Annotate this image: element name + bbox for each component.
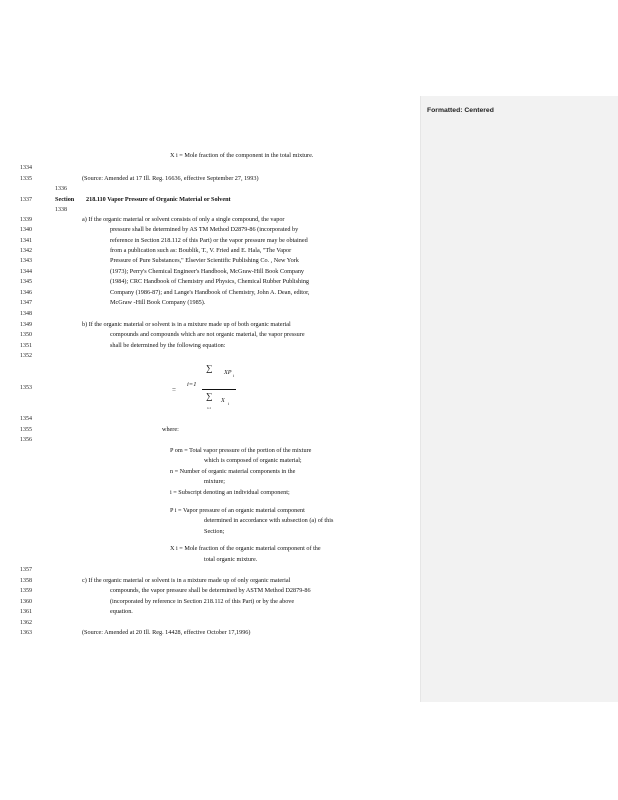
text-line: P i = Vapor pressure of an organic material component <box>170 507 305 514</box>
line-number: 1340 <box>20 227 32 233</box>
line-number: 1338 <box>55 207 67 213</box>
text-line: where: <box>162 426 179 433</box>
line-number: 1341 <box>20 238 32 244</box>
line-number: 1352 <box>20 353 32 359</box>
comment-title: Formatted: Centered <box>427 107 494 114</box>
text-line: (1973); Perry's Chemical Engineer's Handbook, McGraw-Hill Book Company <box>110 268 305 275</box>
text-line: i = Subscript denoting an individual component; <box>170 489 290 496</box>
text-line: which is composed of organic material; <box>204 457 302 464</box>
text-line: (1984); CRC Handbook of Chemistry and Physics, Chemical Rubber Publishing <box>110 278 310 285</box>
denominator: X <box>221 397 225 404</box>
lower-limit: i=1 <box>207 406 212 410</box>
line-number: 1353 <box>20 385 32 391</box>
line-number: 1345 <box>20 279 32 285</box>
text-line: 218.110 Vapor Pressure of Organic Material or Solvent <box>86 196 231 203</box>
text-line: compounds, the vapor pressure shall be determined by ASTM Method D2879-86 <box>110 587 311 594</box>
text-line: n = Number of organic material components in the <box>170 468 296 475</box>
line-number: 1355 <box>20 427 32 433</box>
text-line: pressure shall be determined by AS TM Method D2879-86 (incorporated by <box>110 226 299 233</box>
comment-pane <box>420 96 618 702</box>
line-number: 1350 <box>20 332 32 338</box>
line-number: 1336 <box>55 186 67 192</box>
text-line: (Source: Amended at 20 Ill. Reg. 14428, effective October 17,1996) <box>82 629 251 636</box>
text-line: compounds and compounds which are not organic material, the vapor pressure <box>110 331 305 338</box>
line-number: 1346 <box>20 290 32 296</box>
line-number: 1335 <box>20 176 32 182</box>
line-number: 1347 <box>20 300 32 306</box>
text-line: X i = Mole fraction of the component in the total mixture. <box>170 152 314 159</box>
sum-limit: i=1 <box>187 381 197 388</box>
equation-equals: = <box>172 386 176 394</box>
text-line: (incorporated by reference in Section 218.112 of this Part) or by the above <box>110 598 295 605</box>
text-line: equation. <box>110 608 133 615</box>
text-line: shall be determined by the following equation: <box>110 342 226 349</box>
line-number: 1339 <box>20 217 32 223</box>
text-line: McGraw -Hill Book Company (1985). <box>110 299 206 306</box>
line-number: 1337 <box>20 197 32 203</box>
text-line: Pressure of Pure Substances," Elsevier Scientific Publishing Co. , New York <box>110 257 299 264</box>
sum-symbol-top: ∑ <box>206 363 213 373</box>
line-number: 1334 <box>20 165 32 171</box>
line-number: 1342 <box>20 248 32 254</box>
text-line: total organic mixture. <box>204 556 258 563</box>
line-number: 1344 <box>20 269 32 275</box>
text-line: (Source: Amended at 17 Ill. Reg. 16636, effective September 27, 1993) <box>82 175 259 182</box>
line-number: 1356 <box>20 437 32 443</box>
text-line: Section; <box>204 528 225 535</box>
line-number: 1363 <box>20 630 32 636</box>
text-line: P om = Total vapor pressure of the portion of the mixture <box>170 447 312 454</box>
text-line: b) If the organic material or solvent is in a mixture made up of both organic material <box>82 321 291 328</box>
line-number: 1358 <box>20 578 32 584</box>
line-number: 1361 <box>20 609 32 615</box>
text-line: from a publication such as: Boublik, T., V. Fried and E. Hala, "The Vapor <box>110 247 292 254</box>
text-line: a) If the organic material or solvent consists of only a single compound, the vapor <box>82 216 285 223</box>
line-number: 1357 <box>20 567 32 573</box>
text-line: mixture; <box>204 478 225 485</box>
denominator-sub: i <box>228 401 230 406</box>
text-line: reference in Section 218.112 of this Part) or the vapor pressure may be obtained <box>110 237 308 244</box>
text-line: Section <box>55 196 75 203</box>
sum-symbol-bottom: ∑ <box>206 391 213 401</box>
line-number: 1354 <box>20 416 32 422</box>
fraction-bar <box>202 389 236 390</box>
text-line: determined in accordance with subsection (a) of this <box>204 517 334 524</box>
line-number: 1351 <box>20 343 32 349</box>
numerator: XP <box>224 369 232 376</box>
numerator-sub: i <box>233 373 235 378</box>
line-number: 1359 <box>20 588 32 594</box>
text-line: Company (1986-87); and Lange's Handbook of Chemistry, John A. Dean, editor, <box>110 289 310 296</box>
line-number: 1362 <box>20 620 32 626</box>
line-number: 1348 <box>20 311 32 317</box>
text-line: X i = Mole fraction of the organic material component of the <box>170 545 321 552</box>
line-number: 1343 <box>20 258 32 264</box>
text-line: c) If the organic material or solvent is in a mixture made up of only organic material <box>82 577 291 584</box>
line-number: 1360 <box>20 599 32 605</box>
line-number: 1349 <box>20 322 32 328</box>
